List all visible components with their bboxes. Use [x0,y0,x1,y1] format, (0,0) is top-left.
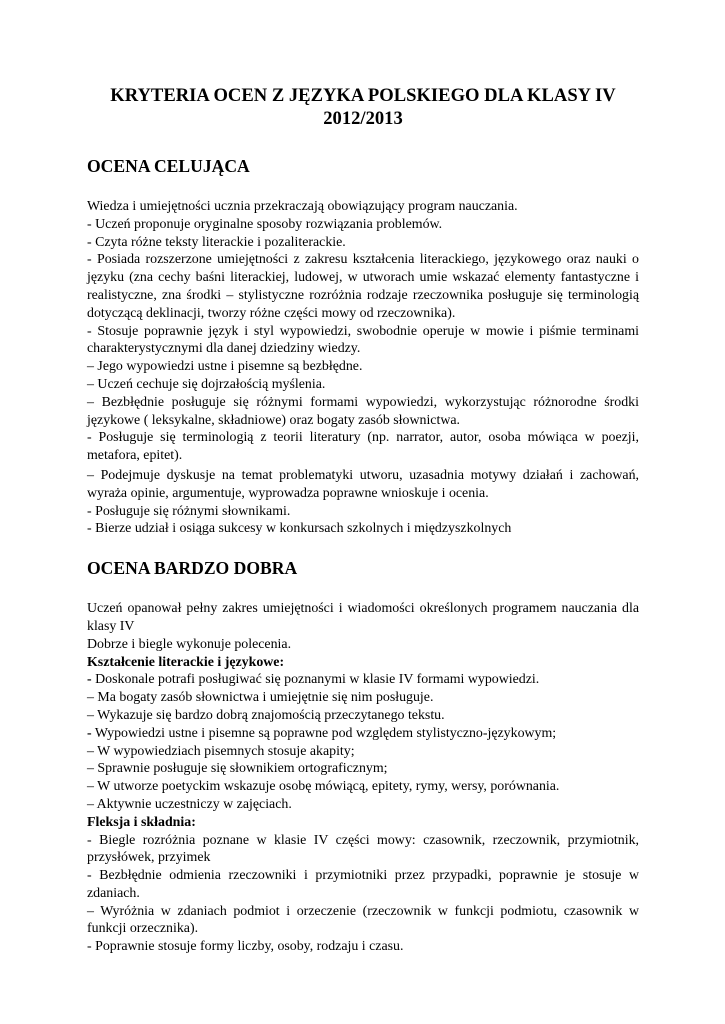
list-item: - Poprawnie stosuje formy liczby, osoby, rodzaju i czasu. [87,939,404,955]
list-item-text: Doskonale potrafi posługiwać się poznanymi w klasie IV formami wypowiedzi. [91,672,540,688]
list-item: – Wyróżnia w zdaniach podmiot i orzeczenie (rzeczownik w funkcji podmiotu, czasownik w funkcji orzecznika). [87,903,639,937]
list-dash: - [87,725,92,741]
list-item-text: Wypowiedzi ustne i pisemne są poprawne pod względem stylistyczno-językowym; [91,725,557,741]
list-item: – W wypowiedziach pisemnych stosuje akapity; [87,743,355,759]
list-item: – Bezbłędnie posługuje się różnymi formami wypowiedzi, wykorzystując różnorodne środki językowe ( leksykalne, składniowe) oraz bogaty zasób słownictwa. [87,394,639,428]
list-item: - Bierze udział i osiąga sukcesy w konkursach szkolnych i międzyszkolnych [87,521,512,537]
list-item: – Jego wypowiedzi ustne i pisemne są bezbłędne. [87,359,363,375]
subsection-title-fleksja: Fleksja i składnia: [87,814,196,830]
list-item: - Stosuje poprawnie język i styl wypowiedzi, swobodnie operuje w mowie i piśmie terminami charakterystycznymi dla danej dziedziny wiedzy. [87,323,639,357]
list-item: - Posługuje się różnymi słownikami. [87,503,291,519]
section-body-bardzo-dobra [87,600,639,956]
list-item: – Podejmuje dyskusje na temat problematyki utworu, uzasadnia motywy działań i zachowań, wyraża opinie, argumentuje, wyprowadza poprawne wnioskuje i ocenia. [87,467,639,501]
list-item: - Posiada rozszerzone umiejętności z zakresu kształcenia literackiego, językowego oraz nauki o języku (zna cechy baśni literackiej, ludowej, w utworach umie wskazać elementy fantastyczne i realistyczne, zna środki – stylistyczne rozróżnia rodzaje rzeczownika posługuje się terminologią dotyczącą deklinacji, tworzy różne części mowy od rzeczownika). [87,252,639,321]
document-page [87,84,639,956]
list-item: – Ma bogaty zasób słownictwa i umiejętnie się nim posługuje. [87,690,434,706]
list-item: - Biegle rozróżnia poznane w klasie IV części mowy: czasownik, rzeczownik, przymiotnik, przysłówek, przyimek [87,832,639,866]
list-item [87,725,639,743]
list-item: - Bezbłędnie odmienia rzeczowniki i przymiotniki przez przypadki, poprawnie je stosuje w zdaniach. [87,868,639,901]
document-title [87,84,639,130]
paragraph: Uczeń opanował pełny zakres umiejętności i wiadomości określonych programem nauczania dla klasy IV [87,601,639,634]
paragraph: Dobrze i biegle wykonuje polecenia. [87,636,292,652]
paragraph: Wiedza i umiejętności ucznia przekraczają obowiązujący program nauczania. [87,199,518,214]
list-item: – Aktywnie uczestniczy w zajęciach. [87,796,292,812]
list-item: – Sprawnie posługuje się słownikiem ortograficznym; [87,761,388,777]
list-item: - Czyta różne teksty literackie i pozaliterackie. [87,234,346,250]
list-item: - Uczeń proponuje oryginalne sposoby rozwiązania problemów. [87,216,443,232]
title-line-2: 2012/2013 [323,108,403,129]
subsection-title-ksztalcenie: Kształcenie literackie i językowe: [87,654,285,670]
list-dash: - [87,672,92,688]
title-line-1: KRYTERIA OCEN Z JĘZYKA POLSKIEGO DLA KLASY IV [110,85,616,106]
list-item: – Uczeń cechuje się dojrzałością myślenia. [87,376,326,392]
section-body-celujaca [87,198,639,538]
list-item [87,671,639,689]
list-item: - Posługuje się terminologią z teorii literatury (np. narrator, autor, osoba mówiąca w poezji, metafora, epitet). [87,430,639,464]
section-heading-celujaca: OCENA CELUJĄCA [87,156,250,176]
list-item: – Wykazuje się bardzo dobrą znajomością przeczytanego tekstu. [87,707,445,723]
section-heading-bardzo-dobra: OCENA BARDZO DOBRA [87,558,298,579]
list-item: – W utworze poetyckim wskazuje osobę mówiącą, epitety, rymy, wersy, porównania. [87,779,560,795]
